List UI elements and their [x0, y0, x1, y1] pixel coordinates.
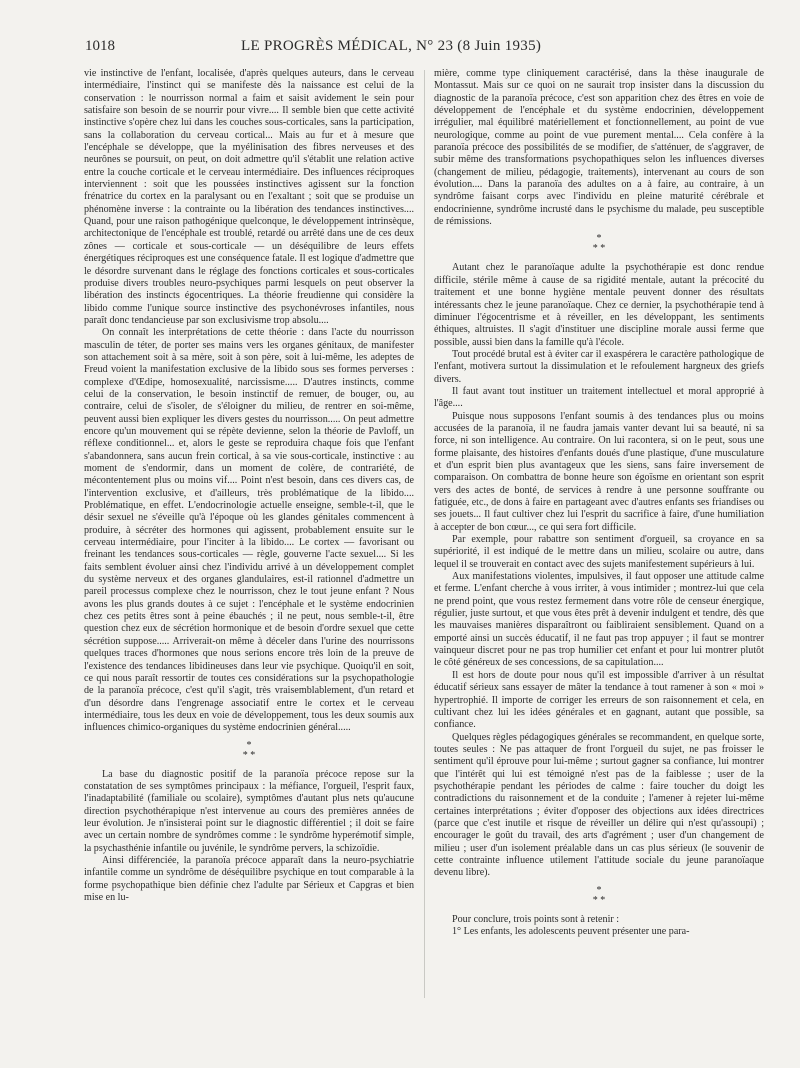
page-number: 1018: [85, 38, 115, 54]
paragraph: Pour conclure, trois points sont à retenir :: [452, 913, 620, 925]
paragraph: 1° Les enfants, les adolescents peuvent présenter une para-: [452, 926, 690, 937]
paragraph: On connaît les interprétations de cette théorie : dans l'acte du nourrisson masculin de téter, de porter ses mains vers les organes génitaux, de manifester son attachement soit à sa mère, soit à son père, soit à lui-même, les adeptes de Freud voient la manifestation exclusive de la libido sous ses formes perverses : complexe d'Œdipe, homosexualité, narcissisme..... D'autres instincts, comme celui de la conservation, le besoin instinctif de remuer, de bouger, ou, au contraire, celui de s'isoler, de s'éloigner du milieu, de rentrer en soi-même, peuvent aussi bien expliquer les divers gestes du nourrisson..... On peut admettre encore qu'un mouvement qui se répète devienne, selon la théorie de Pavloff, un réflexe conditionnel... et, alors le geste se reproduira chaque fois que l'enfant s'abandonnera, sans aucun frein cortical, à sa vie sous-corticale, instinctive : au moment de s'endormir, dans un moment de colère, de contrariété, de mécontentement plus ou moins vif.... Point n'est besoin, dans ces divers cas, de l'intervention exclusive, et d'ailleurs, très problématique de la libido.... Problématique, en effet. L'endocrinologie actuelle enseigne, semble-t-il, que le désir sexuel ne s'éveille qu'à l'époque où les glandes génitales commencent à produire, à sécréter des hormones qui agissent, probablement ensuite sur le cerveau intermédiaire, pour l'inciter à la libido.... Le cortex — favorisant ou freinant les tendances sous-corticales — règle, gouverne l'acte sexuel.... Si les faits semblent évoluer ainsi chez l'individu arrivé à un développement complet du système nerveux et des organes glandulaires, est-il rationnel d'admettre un pareil processus complexe chez le nourrisson, chez le tout jeune enfant ? Nous avons les plus grands doutes à ce sujet : l'encéphale et le système endocrinien chez ces petits êtres sont à peine ébauchés ; il ne peut, nous semble-t-il, être question chez eux de sécrétion hormonique et de besoin d'ordre sexuel que cette sécrétion suppose..... Arriverait-on même à déceler dans l'urine des nourrissons quelques traces d'hormones que nous serions encore très loin de la preuve de l'existence des tendances libidineuses dans leur vie psychique. Quoiqu'il en soit, ce qui nous paraît ressortir de toutes ces considérations sur la psychopathologie de la paranoïa précoce, c'est qu'il s'agit, très vraisemblablement, d'un retard et d'un désordre dans l'engrenage associatif entre le cortex et le cerveau intermédiaire, tous les deux en voie de développement, tous les deux soumis aux influences chimico-organiques du système endocrinien général.....: [84, 327, 414, 734]
paragraph: Puisque nous supposons l'enfant soumis à des tendances plus ou moins accusées de la paranoïa, il ne faudra jamais vanter devant lui sa beauté, ni sa force, ni son intelligence. Au contraire. On lui racontera, si on le peut, sous une forme plaisante, des histoires d'enfants doués d'une plastique, d'une musculature et d'un esprit bien plus avantageux que les siens, sans faire inversement de comparaison. On combattra de bonne heure son égoïsme en orientant son esprit vers des actes de bonté, de services à rendre à une personne souffrante ou fatiguée, etc., de dons à faire en partageant avec d'autres enfants ses friandises ou ses jouets... Il faut cultiver chez lui l'esprit du sacrifice à faire, d'une humiliation à accepter de bon cœur..., ce qui sera fort difficile.: [434, 410, 764, 533]
column-divider: [424, 70, 425, 998]
journal-title: LE PROGRÈS MÉDICAL, N° 23 (8 Juin 1935): [241, 38, 542, 54]
paragraph: Tout procédé brutal est à éviter car il exaspérera le caractère pathologique de l'enfant, motivera surtout la dissimulation et le refoulement hargneux des griefs divers.: [434, 348, 764, 385]
paragraph: vie instinctive de l'enfant, localisée, d'après quelques auteurs, dans le cerveau intermédiaire, l'instinct qui se manifeste dès la naissance est celui de la conservation : le nourrisson normal a faim et saisit avidement le sein pour satisfaire son besoin de se nourrir pour vivre.... Il semble bien que cette activité instinctive s'opère chez lui dans les couches sous-corticales, sans la participation, sans la collaboration du cerveau cortical... Mais au fur et à mesure que l'encéphale se développe, que la myélinisation des fibres nerveuses et des neurônes se poursuit, on peut, on doit admettre qu'il s'établit une relation active entre la couche corticale et le cerveau intermédiaire. Des influences réciproques interviennent : soit que les poussées instinctives agissent sur la fonction frénatrice du cortex en la paralysant ou en l'exaltant ; soit que se produise un phénomène inverse : la contrainte ou la libération des tendances instinctives.... Quand, pour une raison pathogénique quelconque, le développement intrinsèque, architectonique de l'encéphale est troublé, retardé ou arrêté dans une de ces deux zônes — corticale et sous-corticale — un déséquilibre de leurs effets énergétiques réciproques est une conséquence fatale. Il est logique d'admettre que le désordre survenant dans le réglage des fonctions corticales et sous-corticales produise divers troubles neuro-psychiques parmi lesquels on peut observer la libération des instincts égocentriques. La théorie freudienne qui considère la libido comme l'unique source instinctive des psychonévroses infantiles, nous paraît donc tendancieuse par son exclusivisme trop absolu....: [84, 68, 414, 326]
paragraph: Aux manifestations violentes, impulsives, il faut opposer une attitude calme et ferme. L'enfant cherche à vous irriter, à vous intimider ; montrez-lui que cela ne prend point, que vous restez fermement dans votre rôle de censeur énergique, régulier, juste surtout, et que vous êtes prêt à devenir indulgent et tendre, dès que les mauvaises manières disparaîtront ou faibliraient sensiblement. Quand on a emporté ainsi un succès éducatif, il ne faut pas trop appuyer ; il faut se montrer vainqueur discret pour ne pas trop humilier cet enfant et pour lui montrer plutôt le côté généreux de ses concessions, de sa capitulation....: [434, 571, 764, 669]
paragraph: La base du diagnostic positif de la paranoïa précoce repose sur la constatation de ses symptômes principaux : la méfiance, l'orgueil, l'esprit faux, l'inadaptabilité (familiale ou scolaire), symptômes d'autant plus nets qu'aucune direction psychothérapique n'est intervenue au cours des premières années de leur évolution. Je n'insisterai point sur le diagnostic différentiel ; il doit se faire avec un certain nombre de syndrômes comme : le syndrôme hyperémotif simple, la psychasthénie infantile ou juvénile, le syndrôme pervers, la schizoïdie.: [84, 768, 414, 854]
paragraph: Par exemple, pour rabattre son sentiment d'orgueil, sa croyance en sa supériorité, il est indiqué de le mettre dans un milieu, scolaire ou autre, dans lequel il se trouverait en contact avec des sujets manifestement supérieurs à lui.: [434, 534, 764, 570]
section-separator-stars: * * *: [592, 884, 606, 906]
paragraph: mière, comme type cliniquement caractérisé, dans la thèse inaugurale de Montassut. Mais sur ce quoi on ne saurait trop insister dans la discussion du diagnostic de la paranoïa précoce, c'est son apparition chez des êtres en voie de développement de l'encéphale et du système endocrinien, développement irrégulier, mal équilibré matériellement et fonctionnellement, au point de vue neurologique, comme au point de vue purement mental.... Cela confère à la paranoïa précoce des possibilités de se modifier, de s'atténuer, de s'aggraver, de subir même des transformations psychopathiques selon les influences diverses (changement de milieu, pédagogie, traitements), intervenant au cours de son évolution.... Dans la paranoïa des adultes on a à faire, au contraire, à un syndrôme faisant corps avec l'individu en pleine maturité cérébrale et endocrinienne, syndrôme incrusté dans le psychisme du malade, peu susceptible de rémissions.: [434, 68, 764, 228]
section-separator-stars: * * *: [592, 233, 606, 255]
right-column: [434, 68, 764, 938]
section-separator-stars: * * *: [242, 739, 256, 761]
left-column: [84, 68, 414, 904]
paragraph: Il faut avant tout instituer un traitement intellectuel et moral approprié à l'âge....: [434, 385, 764, 410]
paragraph: Ainsi différenciée, la paranoïa précoce apparaît dans la neuro-psychiatrie infantile comme un syndrôme de déséquilibre psychique en tout comparable à la forme psychopathique bien définie chez l'adulte par Sérieux et Capgras et bien mise en lu-: [84, 854, 414, 903]
paragraph: Quelques règles pédagogiques générales se recommandent, en quelque sorte, toutes seules : Ne pas attaquer de front l'orgueil du sujet, ne pas froisser le sentiment qu'il éprouve pour lui-même ; surtout gagner sa confiance, lui montrer que l'intérêt qui lui est témoigné n'est pas de la faiblesse ; user de la psychothérapie pendant les périodes de calme : faire toucher du doigt les contradictions du raisonnement et de la conduite ; l'amener à rejeter lui-même certaines interprétations ; éviter d'opposer des objections aux idées directrices (parce que c'est inutile et risque de réveiller un délire qui n'est qu'assoupi) ; encourager le goût du travail, des arts d'agrément ; user d'un changement de milieu ; user d'un isolement préalable dans un cas plus sérieux (le souvenir de cette contrainte influence utilement l'attitude sociale du jeune paranoïaque devenu libre).: [434, 731, 764, 879]
paragraph: Il est hors de doute pour nous qu'il est impossible d'arriver à un résultat éducatif sérieux sans essayer de mâter la tendance à tout ramener à son « moi » hypertrophié. Il importe de corriger les erreurs de son raisonnement et cela, en cultivant chez lui les idées générales et en gagnant, autant que possible, sa confiance.: [434, 669, 764, 731]
paragraph: Autant chez le paranoïaque adulte la psychothérapie est donc rendue difficile, stérile même à cause de sa rigidité mentale, autant la précocité du traitement et une bonne hygiène mentale peuvent donner des résultats intéressants chez le jeune paranoïaque. Chez ce dernier, la psychothérapie tend à diminuer l'égocentrisme et à réveiller, en les développant, les sentiments éthiques, altruistes. Il s'agit d'instituer une discipline morale aussi ferme que possible, aussi bien dans la famille qu'à l'école.: [434, 262, 764, 348]
